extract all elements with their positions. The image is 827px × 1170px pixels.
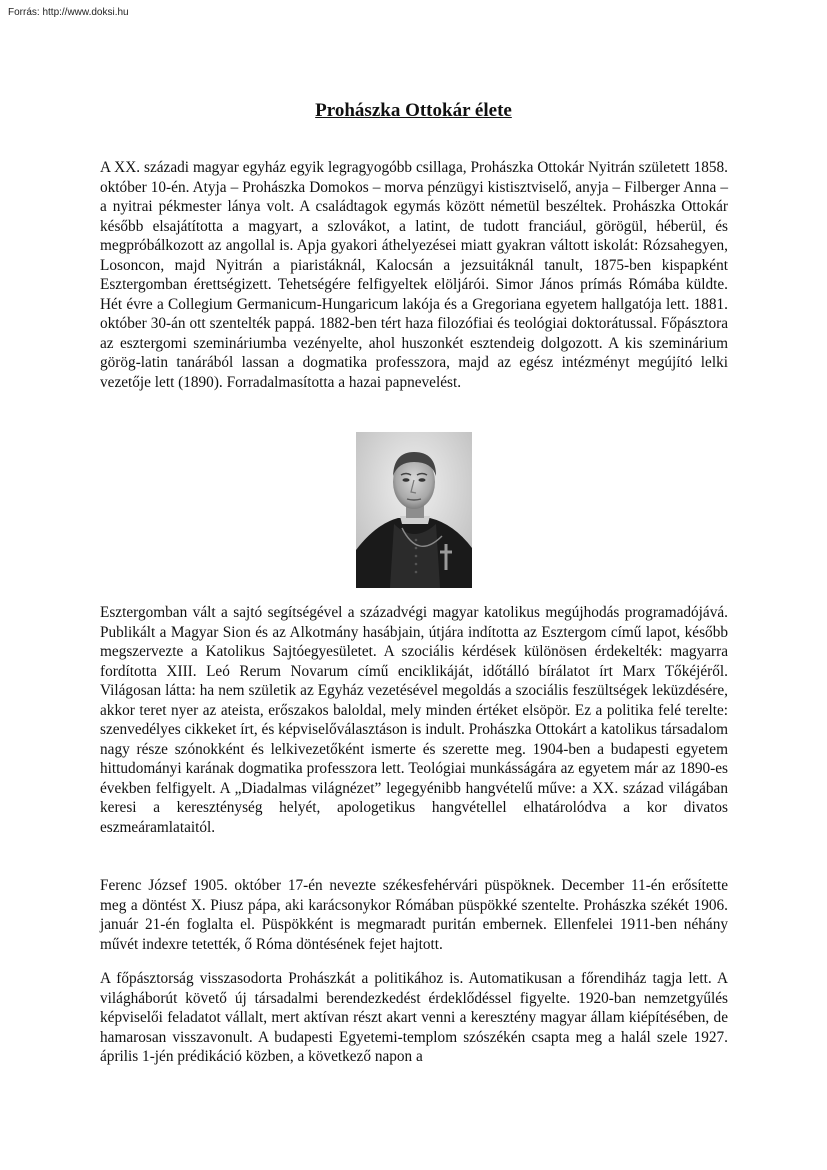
paragraph-1: A XX. századi magyar egyház egyik legragyogóbb csillaga, Prohászka Ottokár Nyitrán született 1858. október 10-én. Atyja – Prohászka Domokos – morva pénzügyi kistisztviselő, anyja – Filberger Anna – a nyitrai pékmester lánya volt. A családtagok egymás között németül beszéltek. Prohászka Ottokár később elsajátította a magyart, a szlovákot, a latint, de tudott franciául, görögül, héberül, és megpróbálkozott az angollal is. Apja gyakori áthelyezései miatt gyakran váltott iskolát: Rózsahegyen, Losoncon, majd Nyitrán a piaristáknál, Kalocsán a jezsuitáknál tanult, 1875-ben kispapként Esztergomban érettségizett. Tehetségére felfigyeltek elöljárói. Simor János prímás Rómába küldte. Hét évre a Collegium Germanicum-Hungaricum lakója és a Gregoriana egyetem hallgatója lett. 1881. október 30-án ott szentelték pappá. 1882-ben tért haza filozófiai és teológiai doktorátussal. Főpásztora az esztergomi szemináriumba vezényelte, ahol huszonkét esztendeig dolgozott. A kis szeminárium görög-latin tanárából lassan a dogmatika professzora, majd az egész intézményt megújító lelki vezetője lett (1890). Forradalmasította a hazai papnevelést.: [100, 159, 728, 391]
page-title: Prohászka Ottokár élete: [315, 100, 512, 121]
paragraph-2: Esztergomban vált a sajtó segítségével a századvégi magyar katolikus megújhodás programadójává. Publikált a Magyar Sion és az Alkotmány hasábjain, útjára indította az Esztergom című lapot, később megszervezte a Katolikus Sajtóegyesületet. A szociális kérdések különösen érdekelték: magyarra fordította XIII. Leó Rerum Novarum című enciklikáját, időtálló bírálatot írt Marx Tőkéjéről. Világosan látta: ha nem születik az Egyház vezetésével megoldás a szociális feszültségek leküzdésére, akkor teret nyer az ateista, erőszakos baloldal, mely minden értéket elsöpör. Ez a politika felé terelte: szenvedélyes cikkeket írt, és képviselőválasztáson is indult. Prohászka Ottokárt a katolikus társadalom nagy része szónokként és lelkivezetőként ismerte és szerette meg. 1904-ben a budapesti egyetem hittudományi karának dogmatika professzora lett. Teológiai munkásságára az egyetem már az 1890-es években felfigyelt. A „Diadalmas világnézet” legegyénibb hangvételű műve: a XX. század világában keresi a kereszténység helyét, apologetikus hangvétellel elhatárolódva a kor divatos eszmeáramlataitól.: [100, 604, 728, 836]
paragraph-4: A főpásztorság visszasodorta Prohászkát a politikához is. Automatikusan a főrendiház tagja lett. A világháborút követő új társadalmi berendezkedést érdeklődéssel figyelte. 1920-ban nemzetgyűlés képviselői feladatot vállalt, mert aktívan részt akart venni a keresztény magyar állam kiépítésében, de hamarosan visszavonult. A budapesti Egyetemi-templom szószékén csapta meg a halál szele 1927. április 1-jén prédikáció közben, a következő napon a: [100, 970, 728, 1065]
paragraph-3: Ferenc József 1905. október 17-én nevezte székesfehérvári püspöknek. December 11-én erősítette meg a döntést X. Piusz pápa, aki karácsonykor Rómában püspökké szentelte. Prohászka székét 1906. január 21-én foglalta el. Püspökként is megmaradt puritán embernek. Ellenfelei 1911-ben néhány művét indexre tetették, ő Róma döntésének fejet hajtott.: [100, 877, 728, 953]
portrait-photo: [356, 432, 472, 588]
source-label: Forrás: http://www.doksi.hu: [8, 7, 129, 18]
